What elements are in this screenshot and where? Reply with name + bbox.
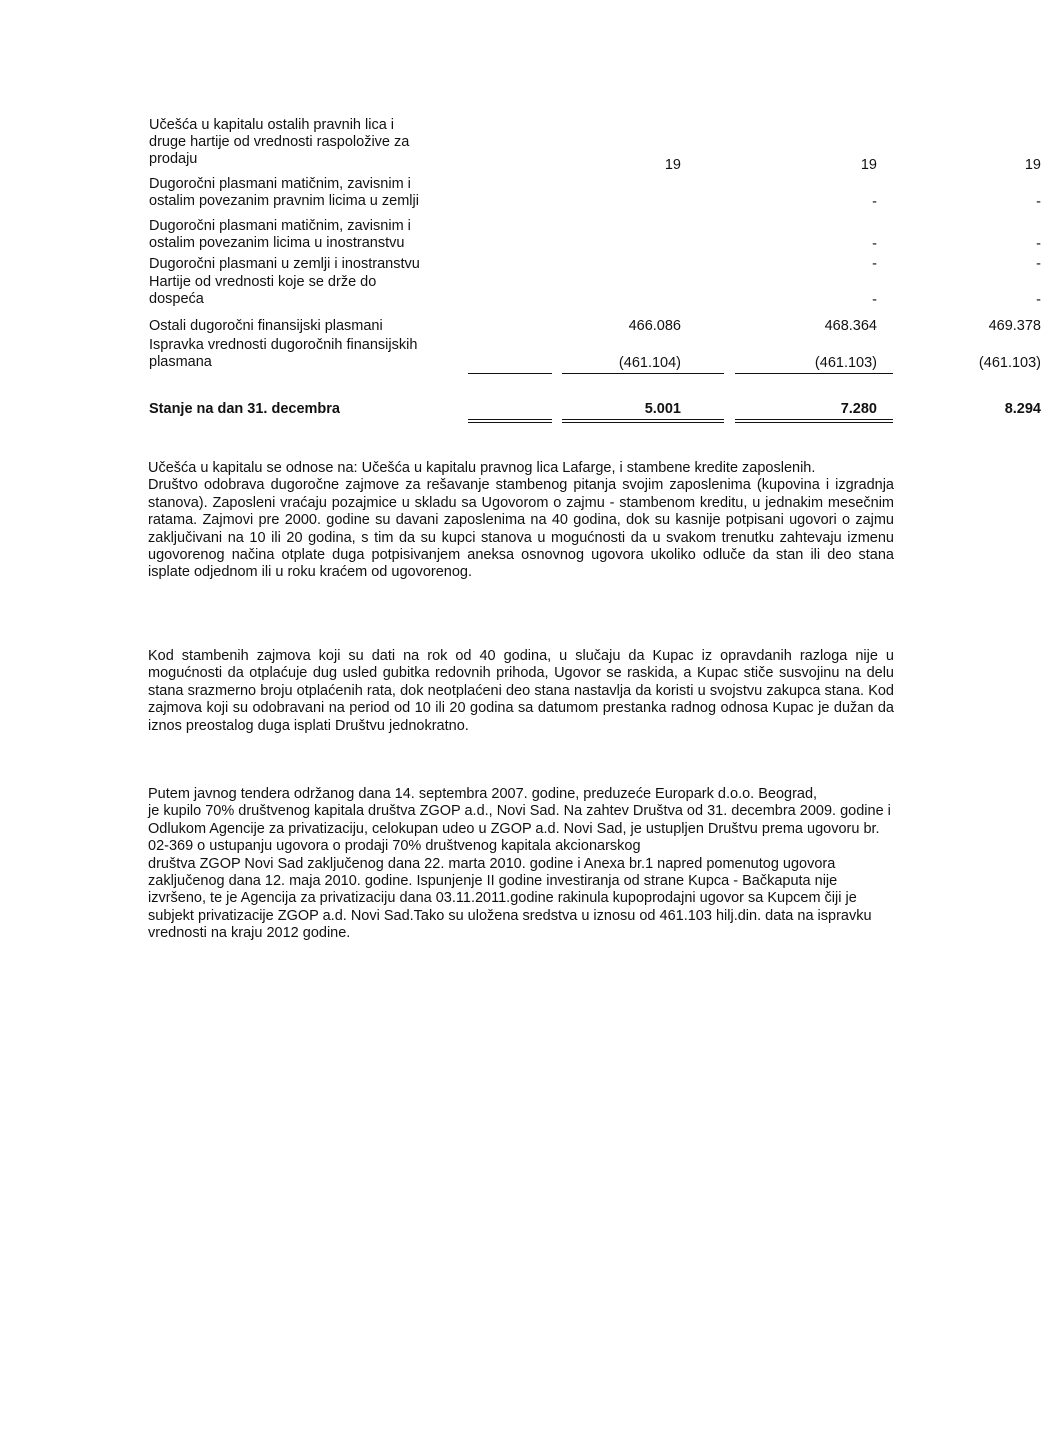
- total-double-rule: [468, 419, 552, 420]
- row-value-col2: -: [872, 236, 877, 252]
- row-value-col3: -: [1036, 256, 1041, 272]
- row-value-col2: -: [872, 256, 877, 272]
- row-value-col1: 466.086: [628, 318, 681, 334]
- table-row: [149, 218, 1041, 254]
- row-value-col3: -: [1036, 292, 1041, 308]
- total-label: Stanje na dan 31. decembra: [149, 401, 340, 417]
- row-value-col2: 468.364: [824, 318, 877, 334]
- table-row: [149, 256, 1041, 274]
- row-value-col2: -: [872, 194, 877, 210]
- row-value-col2: -: [872, 292, 877, 308]
- total-double-rule: [562, 422, 724, 423]
- row-value-col2: 19: [860, 157, 877, 173]
- row-value-col3: -: [1036, 236, 1041, 252]
- total-row: [149, 401, 1041, 419]
- row-label: Ostali dugoročni finansijski plasmani: [149, 318, 383, 334]
- total-value-col2: 7.280: [840, 401, 877, 417]
- row-value-col1: (461.104): [618, 355, 681, 371]
- row-value-col3: 19: [1024, 157, 1041, 173]
- total-value-col3: 8.294: [1004, 401, 1041, 417]
- total-double-rule: [735, 422, 893, 423]
- paragraph-housing-loans: Kod stambenih zajmova koji su dati na rok od 40 godina, u slučaju da Kupac iz opravdanih razloga nije u mogućnosti da otplaćuje dug usled gubitka redovnih prihoda, Ugovor se raskida, a Kupac stiče susvojinu na delu stana srazmerno broju otplaćenih rata, dok neotplaćeni deo stana nastavlja da koristi u svojstvu zakupca stana. Kod zajmova koji su odobravani na period od 10 ili 20 godina sa datumom prestanka radnog odnosa Kupac je dužan da iznos preostalog duga isplati Društvu jednokratno.: [148, 648, 894, 734]
- row-value-col1: 19: [664, 157, 681, 173]
- table-row: [149, 337, 1041, 373]
- row-label: Dugoročni plasmani matičnim, zavisnim i ostalim povezanim pravnim licima u zemlji: [149, 176, 419, 209]
- total-double-rule: [562, 419, 724, 420]
- paragraph-zgop: Putem javnog tendera održanog dana 14. septembra 2007. godine, preduzeće Europark d.o.o. Beograd, je kupilo 70% društvenog kapitala društva ZGOP a.d., Novi Sad. Na zahtev Društva od 31. decembra 2009. godine i Odlukom Agencije za privatizaciju, celokupan udeo u ZGOP a.d. Novi Sad, je ustupljen Društvu prema ugovoru br. 02-369 o ustupanju ugovora o prodaji 70% društvenog kapitala akcionarskog društva ZGOP Novi Sad zaključenog dana 22. marta 2010. godine i Anexa br.1 napred pomenutog ugovora zaključenog dana 12. maja 2010. godine. Ispunjenje II godine investiranja od strane Kupca - Bačkaputa nije izvršeno, te je Agencija za privatizaciju dana 03.11.2011.godine rakinula kupoprodajni ugovor sa Kupcem čiji je subjekt privatizacije ZGOP a.d. Novi Sad.Tako su uložena sredstva u iznosu od 461.103 hilj.din. data na ispravku vrednosti na kraju 2012 godine.: [148, 786, 891, 942]
- subtotal-rule: [562, 373, 724, 374]
- row-value-col3: (461.103): [978, 355, 1041, 371]
- row-label: Dugoročni plasmani matičnim, zavisnim i ostalim povezanim licima u inostranstvu: [149, 218, 411, 251]
- row-label: Učešća u kapitalu ostalih pravnih lica i druge hartije od vrednosti raspoložive za prodaju: [149, 117, 410, 167]
- total-double-rule: [468, 422, 552, 423]
- table-row: [149, 274, 1041, 310]
- row-value-col3: 469.378: [988, 318, 1041, 334]
- subtotal-rule: [735, 373, 893, 374]
- row-label: Hartije od vrednosti koje se drže do dospeća: [149, 274, 377, 307]
- subtotal-rule: [468, 373, 552, 374]
- row-label: Dugoročni plasmani u zemlji i inostranstvu: [149, 256, 420, 272]
- row-label: Ispravka vrednosti dugoročnih finansijskih plasmana: [149, 337, 418, 370]
- row-value-col2: (461.103): [814, 355, 877, 371]
- table-row: [149, 318, 1041, 336]
- row-value-col3: -: [1036, 194, 1041, 210]
- table-row: [149, 117, 1041, 177]
- total-double-rule: [735, 419, 893, 420]
- total-value-col1: 5.001: [644, 401, 681, 417]
- paragraph-loans: Učešća u kapitalu se odnose na: Učešća u kapitalu pravnog lica Lafarge, i stambene kredite zaposlenih. Društvo odobrava dugoročne zajmove za rešavanje stambenog pitanja svojim zaposlenima (kupovina i izgradnja stanova). Zaposleni vraćaju pozajmice u skladu sa Ugovorom o zajmu - stambenom kreditu, u jednakim mesečnim ratama. Zajmovi pre 2000. godine su davani zaposlenima na 40 godina, dok su kasnije potpisani ugovori o zajmu zaključivani na 10 ili 20 godina, s tim da su kupci stanova u mogućnosti da u svakom trenutku zahtevaju izmenu ugovorenog načina otplate duga potpisivanjem aneksa osnovnog ugovora ukoliko odluče da stan ili deo stana isplate odjednom ili u roku kraćem od ugovorenog.: [148, 460, 894, 581]
- table-row: [149, 176, 1041, 212]
